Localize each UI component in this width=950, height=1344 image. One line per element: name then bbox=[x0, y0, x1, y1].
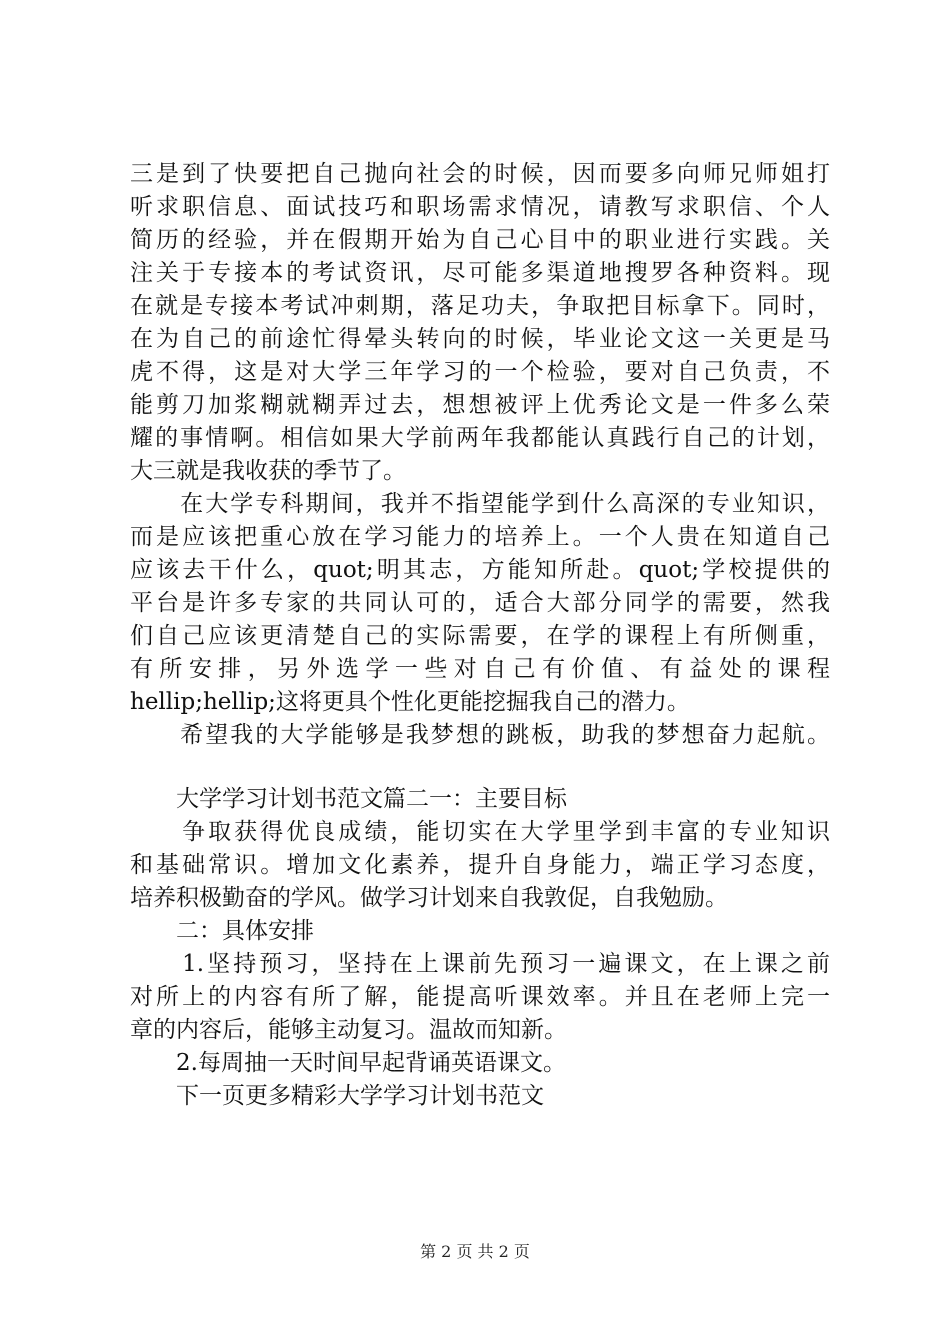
body-line: 平台是许多专家的共同认可的，适合大部分同学的需要，然我 bbox=[130, 590, 830, 616]
body-line: 应该去干什么，quot;明其志，方能知所赴。quot;学校提供的 bbox=[130, 557, 830, 583]
section-heading: 大学学习计划书范文篇二一：主要目标 bbox=[130, 786, 567, 812]
body-line: 有所安排，另外选学一些对自己有价值、有益处的课程 bbox=[130, 656, 830, 682]
body-line: 能剪刀加浆糊就糊弄过去，想想被评上优秀论文是一件多么荣 bbox=[130, 392, 830, 418]
body-line: 争取获得优良成绩，能切实在大学里学到丰富的专业知识 bbox=[130, 819, 830, 845]
body-line: 们自己应该更清楚自己的实际需要，在学的课程上有所侧重， bbox=[130, 623, 830, 649]
paragraph-gap bbox=[130, 752, 830, 783]
body-line: 希望我的大学能够是我梦想的跳板，助我的梦想奋力起航。 bbox=[130, 722, 830, 748]
body-line: 听求职信息、面试技巧和职场需求情况，请教写求职信、个人 bbox=[130, 194, 830, 220]
body-line: hellip;hellip;这将更具个性化更能挖掘我自己的潜力。 bbox=[130, 689, 690, 715]
body-line: 在为自己的前途忙得晕头转向的时候，毕业论文这一关更是马 bbox=[130, 326, 830, 352]
page-number-footer: 第 2 页 共 2 页 bbox=[420, 1242, 530, 1261]
body-line: 和基础常识。增加文化素养，提升自身能力，端正学习态度， bbox=[130, 852, 830, 878]
body-line: 对所上的内容有所了解，能提高听课效率。并且在老师上完一 bbox=[130, 984, 830, 1010]
body-line: 而是应该把重心放在学习能力的培养上。一个人贵在知道自己 bbox=[130, 524, 830, 550]
body-line: 2.每周抽一天时间早起背诵英语课文。 bbox=[130, 1050, 566, 1076]
body-line: 耀的事情啊。相信如果大学前两年我都能认真践行自己的计划， bbox=[130, 425, 830, 451]
document-body bbox=[130, 158, 830, 1113]
subsection-heading: 二：具体安排 bbox=[130, 918, 314, 944]
body-line: 1.坚持预习，坚持在上课前先预习一遍课文，在上课之前 bbox=[130, 951, 830, 977]
body-line: 培养积极勤奋的学风。做学习计划来自我敦促，自我勉励。 bbox=[130, 885, 728, 911]
body-line: 章的内容后，能够主动复习。温故而知新。 bbox=[130, 1017, 567, 1043]
body-line: 大三就是我收获的季节了。 bbox=[130, 458, 406, 484]
body-line: 注关于专接本的考试资讯，尽可能多渠道地搜罗各种资料。现 bbox=[130, 260, 830, 286]
body-line: 简历的经验，并在假期开始为自己心目中的职业进行实践。关 bbox=[130, 227, 830, 253]
body-line: 在大学专科期间，我并不指望能学到什么高深的专业知识， bbox=[130, 491, 830, 517]
body-line: 虎不得，这是对大学三年学习的一个检验，要对自己负责，不 bbox=[130, 359, 830, 385]
body-line: 三是到了快要把自己抛向社会的时候，因而要多向师兄师姐打 bbox=[130, 161, 830, 187]
body-line: 在就是专接本考试冲刺期，落足功夫，争取把目标拿下。同时， bbox=[130, 293, 830, 319]
next-page-link-text: 下一页更多精彩大学学习计划书范文 bbox=[130, 1083, 544, 1109]
